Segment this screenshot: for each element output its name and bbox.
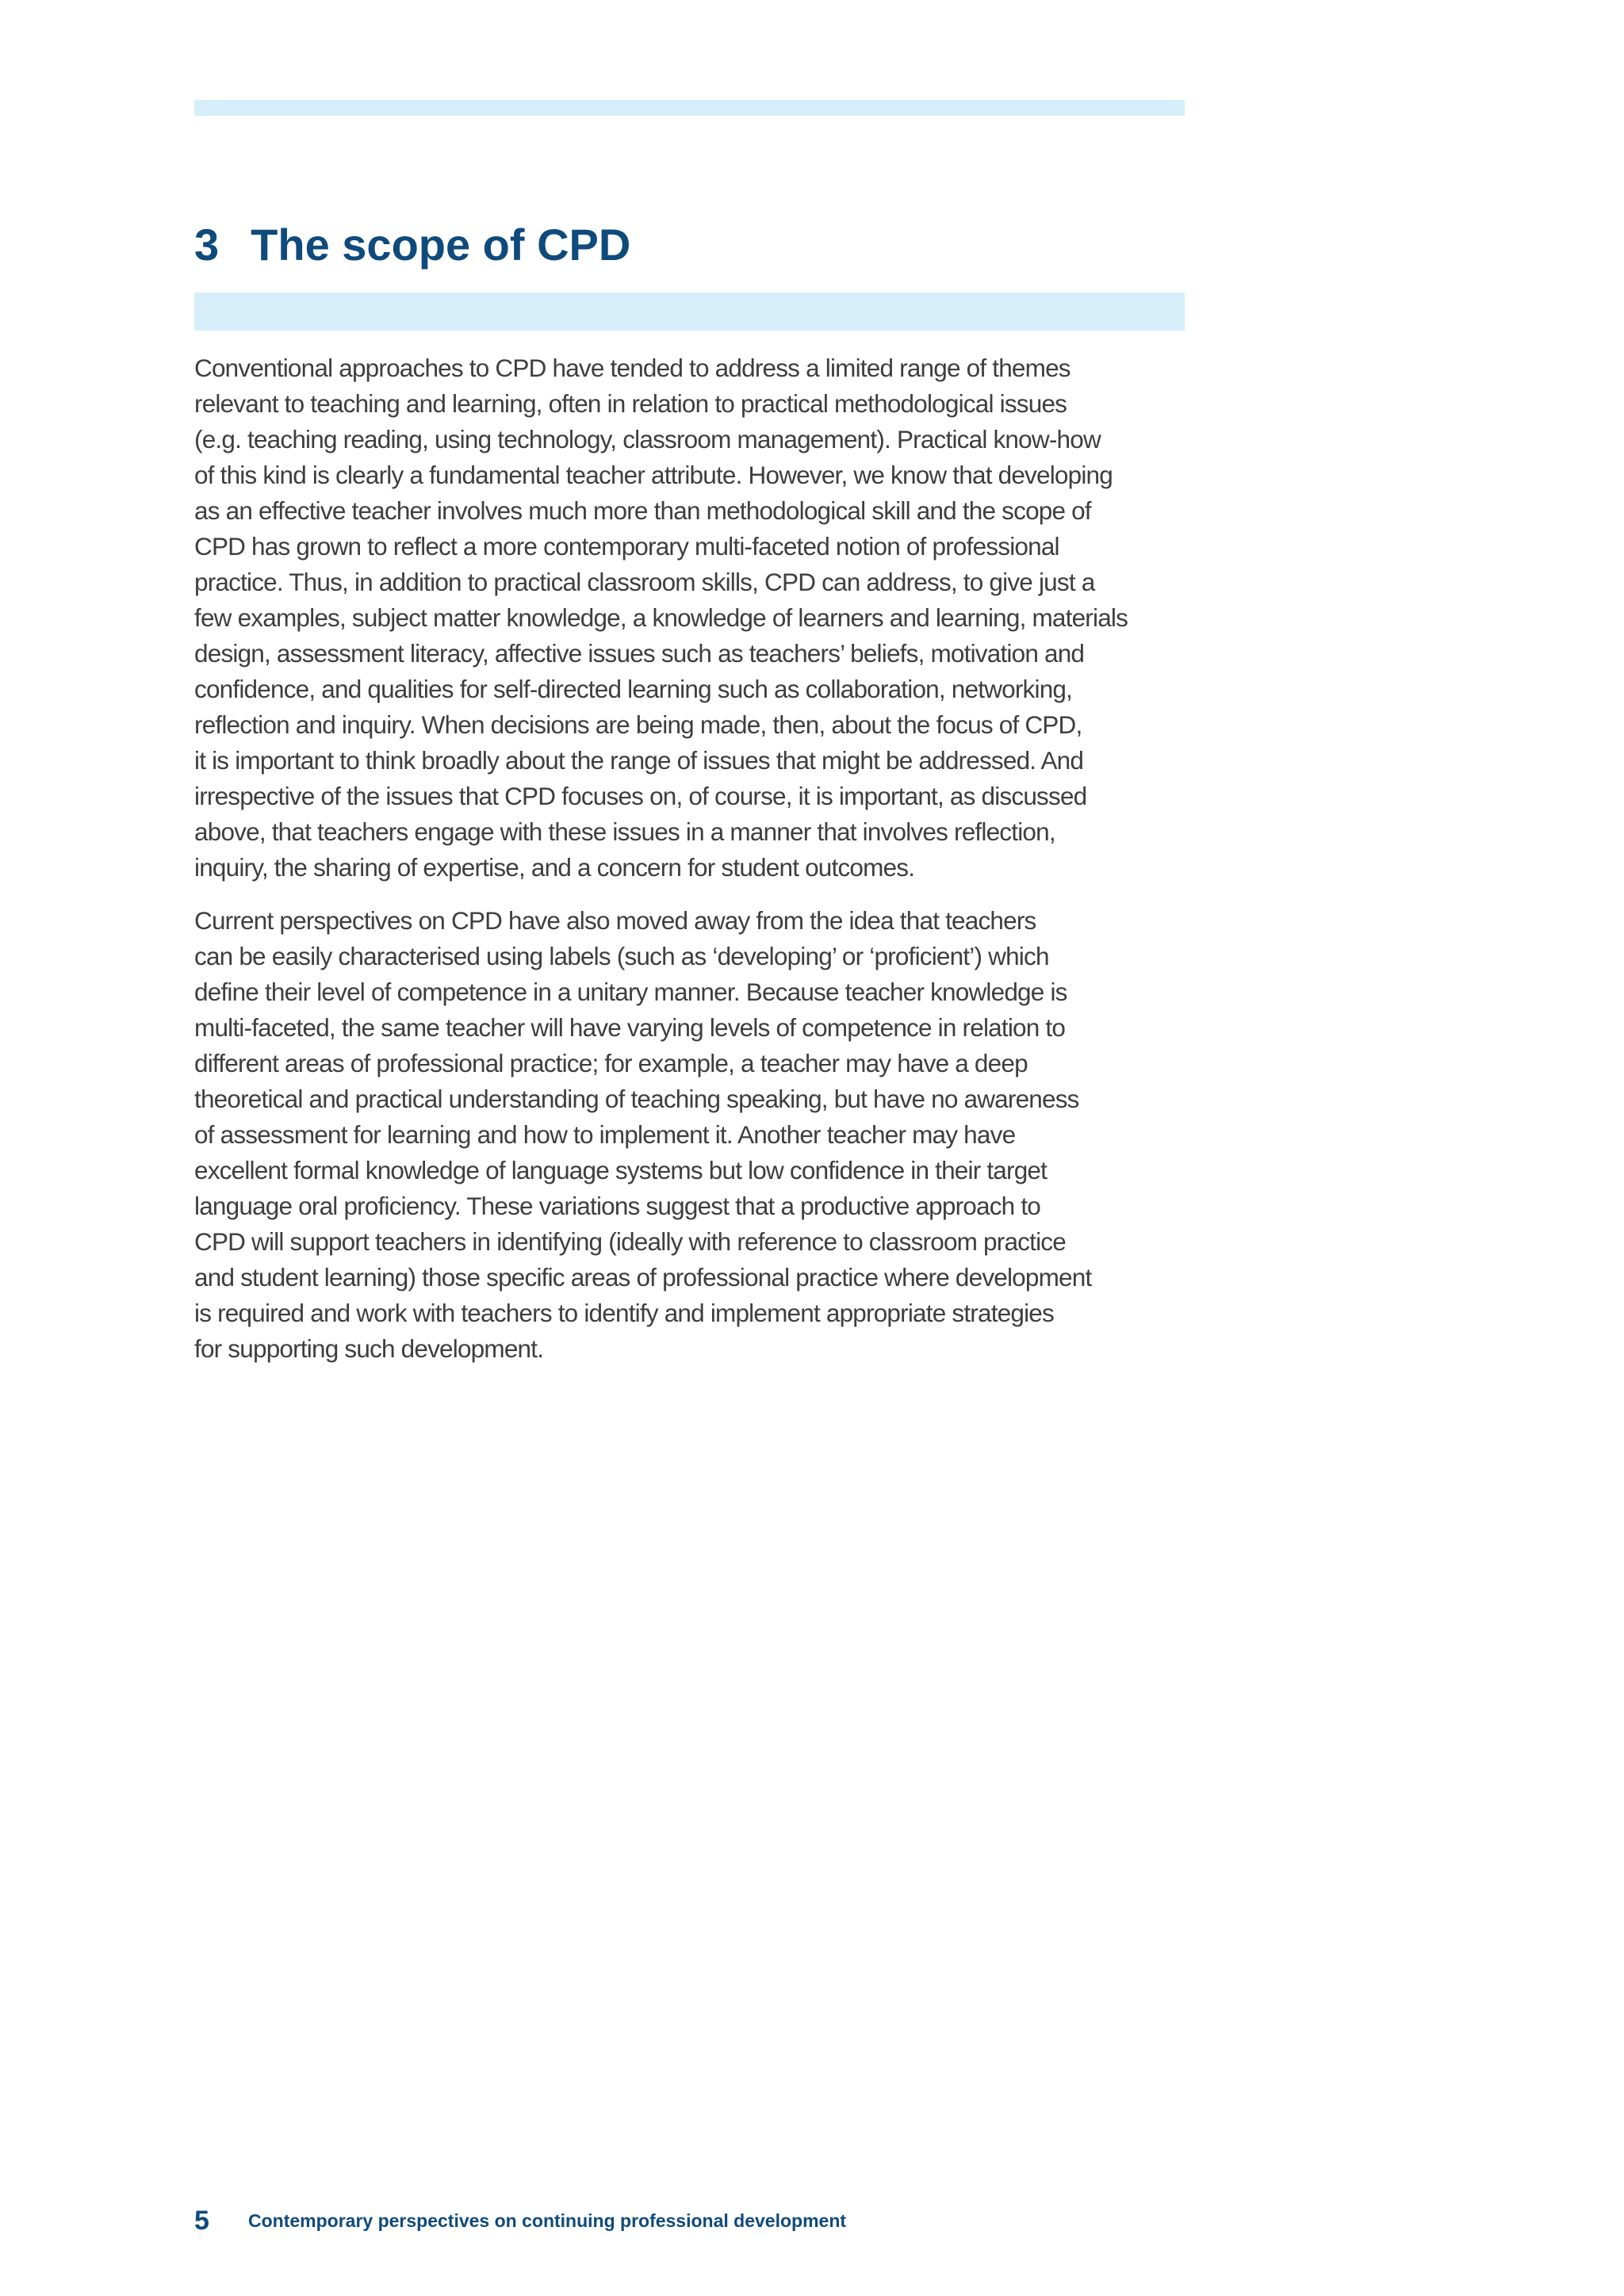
text-line: it is important to think broadly about the range of issues that might be addressed. And [194, 746, 1084, 775]
text-line: different areas of professional practice; for example, a teacher may have a deep [194, 1049, 1028, 1077]
text-line: can be easily characterised using labels (such as ‘developing’ or ‘proficient’) which [194, 942, 1049, 970]
page-number: 5 [194, 2206, 209, 2236]
paragraph-1 [194, 350, 1185, 886]
section-title: The scope of CPD [251, 220, 631, 270]
text-line: multi-faceted, the same teacher will have varying levels of competence in relation to [194, 1013, 1066, 1042]
paragraph-2 [194, 903, 1185, 1367]
text-line: as an effective teacher involves much more than methodological skill and the scope of [194, 496, 1091, 525]
text-line: Current perspectives on CPD have also moved away from the idea that teachers [194, 906, 1036, 935]
text-line: design, assessment literacy, affective issues such as teachers’ beliefs, motivation and [194, 639, 1085, 668]
text-line: CPD has grown to reflect a more contemporary multi-faceted notion of professional [194, 532, 1059, 561]
text-line: and student learning) those specific areas of professional practice where development [194, 1263, 1092, 1292]
section-number: 3 [194, 220, 220, 270]
text-line: language oral proficiency. These variations suggest that a productive approach to [194, 1192, 1040, 1220]
text-line: irrespective of the issues that CPD focuses on, of course, it is important, as discussed [194, 782, 1087, 810]
text-line: excellent formal knowledge of language systems but low confidence in their target [194, 1156, 1048, 1184]
heading-decorative-band [194, 293, 1185, 331]
text-line: (e.g. teaching reading, using technology, classroom management). Practical know-how [194, 425, 1101, 453]
text-line: few examples, subject matter knowledge, a knowledge of learners and learning, materials [194, 603, 1128, 632]
text-line: Conventional approaches to CPD have tended to address a limited range of themes [194, 354, 1071, 382]
text-line: of assessment for learning and how to implement it. Another teacher may have [194, 1120, 1016, 1149]
body-text [194, 350, 1185, 1367]
text-line: theoretical and practical understanding of teaching speaking, but have no awareness [194, 1085, 1079, 1113]
text-line: is required and work with teachers to identify and implement appropriate strategies [194, 1299, 1054, 1327]
section-heading [194, 220, 630, 270]
text-line: practice. Thus, in addition to practical classroom skills, CPD can address, to give just a [194, 568, 1095, 596]
text-line: relevant to teaching and learning, often in relation to practical methodological issues [194, 389, 1067, 418]
text-line: CPD will support teachers in identifying (ideally with reference to classroom practice [194, 1227, 1066, 1256]
footer-title: Contemporary perspectives on continuing professional development [248, 2210, 847, 2231]
top-decorative-band [194, 100, 1185, 116]
text-line: define their level of competence in a unitary manner. Because teacher knowledge is [194, 978, 1067, 1006]
text-line: above, that teachers engage with these issues in a manner that involves reflection, [194, 817, 1055, 846]
page-footer [194, 2206, 846, 2237]
text-line: confidence, and qualities for self-directed learning such as collaboration, networking, [194, 675, 1073, 703]
text-line: for supporting such development. [194, 1334, 544, 1363]
text-line: inquiry, the sharing of expertise, and a concern for student outcomes. [194, 853, 915, 882]
text-line: reflection and inquiry. When decisions are being made, then, about the focus of CPD, [194, 710, 1082, 739]
text-line: of this kind is clearly a fundamental teacher attribute. However, we know that developing [194, 461, 1113, 489]
